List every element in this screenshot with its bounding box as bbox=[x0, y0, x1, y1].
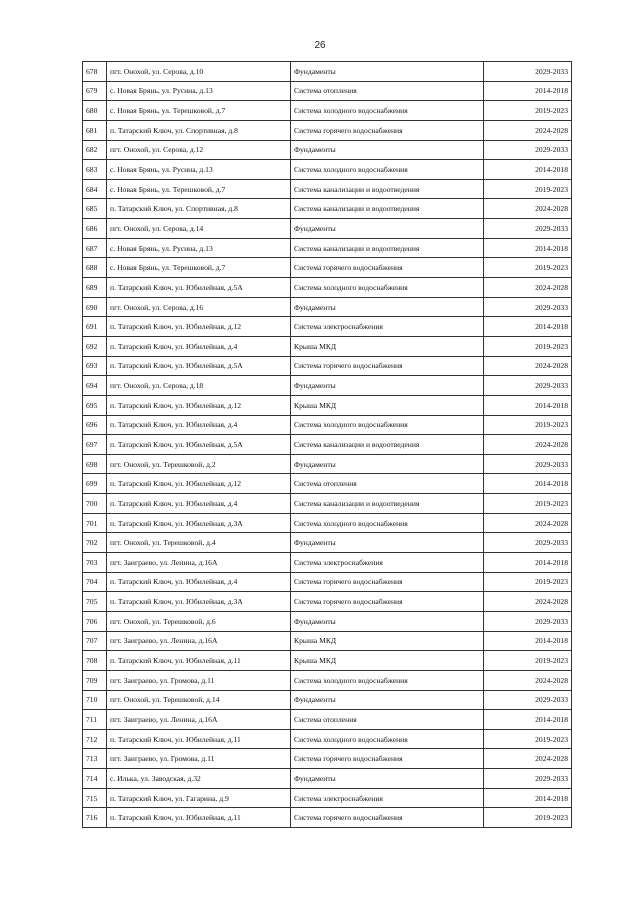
table-row bbox=[83, 140, 572, 160]
building-address: п. Татарский Ключ, ул. Юбилейная, д.12 bbox=[107, 317, 291, 337]
planned-period: 2019-2023 bbox=[484, 572, 572, 592]
building-address: п. Татарский Ключ, ул. Юбилейная, д.5А bbox=[107, 278, 291, 298]
planned-period: 2019-2023 bbox=[484, 415, 572, 435]
planned-period: 2029-2033 bbox=[484, 690, 572, 710]
table-row bbox=[83, 808, 572, 828]
work-type: Фундаменты bbox=[291, 62, 484, 82]
row-number: 700 bbox=[83, 494, 107, 514]
work-type: Фундаменты bbox=[291, 690, 484, 710]
row-number: 708 bbox=[83, 651, 107, 671]
building-address: пгт. Онохой, ул. Серова, д.12 bbox=[107, 140, 291, 160]
row-number: 678 bbox=[83, 62, 107, 82]
building-address: пгт. Онохой, ул. Серова, д.14 bbox=[107, 219, 291, 239]
row-number: 706 bbox=[83, 611, 107, 631]
planned-period: 2024-2028 bbox=[484, 592, 572, 612]
planned-period: 2024-2028 bbox=[484, 670, 572, 690]
row-number: 688 bbox=[83, 258, 107, 278]
planned-period: 2014-2018 bbox=[484, 788, 572, 808]
planned-period: 2014-2018 bbox=[484, 395, 572, 415]
row-number: 695 bbox=[83, 395, 107, 415]
building-address: п. Татарский Ключ, ул. Юбилейная, д.4 bbox=[107, 415, 291, 435]
work-type: Система холодного водоснабжения bbox=[291, 278, 484, 298]
table-row bbox=[83, 749, 572, 769]
planned-period: 2029-2033 bbox=[484, 297, 572, 317]
table-row bbox=[83, 553, 572, 573]
work-type: Крыша МКД bbox=[291, 336, 484, 356]
building-address: с. Новая Брянь, ул. Русина, д.13 bbox=[107, 160, 291, 180]
work-type: Система холодного водоснабжения bbox=[291, 101, 484, 121]
building-address: пгт. Онохой, ул. Серова, д.16 bbox=[107, 297, 291, 317]
work-type: Крыша МКД bbox=[291, 395, 484, 415]
row-number: 702 bbox=[83, 533, 107, 553]
planned-period: 2029-2033 bbox=[484, 376, 572, 396]
page-number: 26 bbox=[314, 40, 326, 51]
row-number: 681 bbox=[83, 120, 107, 140]
row-number: 682 bbox=[83, 140, 107, 160]
work-type: Система отопления bbox=[291, 710, 484, 730]
planned-period: 2029-2033 bbox=[484, 769, 572, 789]
building-address: с. Новая Брянь, ул. Русина, д.13 bbox=[107, 81, 291, 101]
work-type: Система горячего водоснабжения bbox=[291, 258, 484, 278]
work-type: Система холодного водоснабжения bbox=[291, 670, 484, 690]
work-type: Система горячего водоснабжения bbox=[291, 356, 484, 376]
building-address: пгт. Заиграево, ул. Громова, д.11 bbox=[107, 749, 291, 769]
work-type: Фундаменты bbox=[291, 769, 484, 789]
building-address: с. Новая Брянь, ул. Терешковой, д.7 bbox=[107, 101, 291, 121]
table-row bbox=[83, 494, 572, 514]
table-row bbox=[83, 769, 572, 789]
building-address: п. Татарский Ключ, ул. Юбилейная, д.12 bbox=[107, 395, 291, 415]
building-address: п. Татарский Ключ, ул. Гагарина, д.9 bbox=[107, 788, 291, 808]
building-address: пгт. Заиграево, ул. Ленина, д.16А bbox=[107, 631, 291, 651]
row-number: 709 bbox=[83, 670, 107, 690]
work-type: Крыша МКД bbox=[291, 651, 484, 671]
row-number: 692 bbox=[83, 336, 107, 356]
work-type: Система электроснабжения bbox=[291, 553, 484, 573]
building-address: пгт. Заиграево, ул. Громова, д.11 bbox=[107, 670, 291, 690]
planned-period: 2014-2018 bbox=[484, 238, 572, 258]
table-row bbox=[83, 278, 572, 298]
row-number: 680 bbox=[83, 101, 107, 121]
building-address: п. Татарский Ключ, ул. Юбилейная, д.5А bbox=[107, 356, 291, 376]
building-address: п. Татарский Ключ, ул. Спортивная, д.8 bbox=[107, 120, 291, 140]
table-row bbox=[83, 592, 572, 612]
table-row bbox=[83, 415, 572, 435]
table-row bbox=[83, 533, 572, 553]
building-address: пгт. Онохой, ул. Терешковой, д.4 bbox=[107, 533, 291, 553]
planned-period: 2019-2023 bbox=[484, 494, 572, 514]
work-type: Фундаменты bbox=[291, 219, 484, 239]
table-row bbox=[83, 160, 572, 180]
planned-period: 2019-2023 bbox=[484, 101, 572, 121]
planned-period: 2029-2033 bbox=[484, 62, 572, 82]
building-address: пгт. Онохой, ул. Терешковой, д.2 bbox=[107, 454, 291, 474]
table-row bbox=[83, 572, 572, 592]
row-number: 697 bbox=[83, 435, 107, 455]
planned-period: 2019-2023 bbox=[484, 808, 572, 828]
table-row bbox=[83, 513, 572, 533]
table-row bbox=[83, 376, 572, 396]
planned-period: 2024-2028 bbox=[484, 120, 572, 140]
building-address: п. Татарский Ключ, ул. Юбилейная, д.11 bbox=[107, 729, 291, 749]
building-address: пгт. Онохой, ул. Серова, д.18 bbox=[107, 376, 291, 396]
row-number: 690 bbox=[83, 297, 107, 317]
planned-period: 2014-2018 bbox=[484, 160, 572, 180]
planned-period: 2014-2018 bbox=[484, 474, 572, 494]
row-number: 714 bbox=[83, 769, 107, 789]
row-number: 689 bbox=[83, 278, 107, 298]
planned-period: 2029-2033 bbox=[484, 533, 572, 553]
row-number: 679 bbox=[83, 81, 107, 101]
building-address: п. Татарский Ключ, ул. Юбилейная, д.12 bbox=[107, 474, 291, 494]
row-number: 712 bbox=[83, 729, 107, 749]
table-row bbox=[83, 297, 572, 317]
row-number: 705 bbox=[83, 592, 107, 612]
table-row bbox=[83, 120, 572, 140]
planned-period: 2029-2033 bbox=[484, 454, 572, 474]
building-address: пгт. Онохой, ул. Терешковой, д.6 bbox=[107, 611, 291, 631]
work-type: Система горячего водоснабжения bbox=[291, 749, 484, 769]
row-number: 707 bbox=[83, 631, 107, 651]
building-address: пгт. Заиграево, ул. Ленина, д.16А bbox=[107, 710, 291, 730]
planned-period: 2029-2033 bbox=[484, 611, 572, 631]
planned-period: 2019-2023 bbox=[484, 336, 572, 356]
building-address: п. Татарский Ключ, ул. Юбилейная, д.4 bbox=[107, 572, 291, 592]
planned-period: 2024-2028 bbox=[484, 278, 572, 298]
planned-period: 2014-2018 bbox=[484, 710, 572, 730]
building-address: с. Новая Брянь, ул. Терешковой, д.7 bbox=[107, 179, 291, 199]
work-type: Фундаменты bbox=[291, 533, 484, 553]
work-type: Система канализации и водоотведения bbox=[291, 179, 484, 199]
planned-period: 2014-2018 bbox=[484, 317, 572, 337]
work-type: Фундаменты bbox=[291, 140, 484, 160]
table-row bbox=[83, 199, 572, 219]
planned-period: 2024-2028 bbox=[484, 513, 572, 533]
row-number: 693 bbox=[83, 356, 107, 376]
work-type: Система канализации и водоотведения bbox=[291, 238, 484, 258]
building-address: пгт. Онохой, ул. Терешковой, д.14 bbox=[107, 690, 291, 710]
repair-schedule-table bbox=[82, 61, 572, 828]
planned-period: 2024-2028 bbox=[484, 435, 572, 455]
planned-period: 2024-2028 bbox=[484, 356, 572, 376]
building-address: п. Татарский Ключ, ул. Юбилейная, д.4 bbox=[107, 494, 291, 514]
table-row bbox=[83, 435, 572, 455]
row-number: 691 bbox=[83, 317, 107, 337]
row-number: 703 bbox=[83, 553, 107, 573]
table-row bbox=[83, 356, 572, 376]
table-row bbox=[83, 670, 572, 690]
building-address: п. Татарский Ключ, ул. Юбилейная, д.5А bbox=[107, 435, 291, 455]
table-row bbox=[83, 729, 572, 749]
table-row bbox=[83, 219, 572, 239]
building-address: с. Илька, ул. Заводская, д.32 bbox=[107, 769, 291, 789]
table-row bbox=[83, 710, 572, 730]
row-number: 701 bbox=[83, 513, 107, 533]
building-address: п. Татарский Ключ, ул. Спортивная, д.8 bbox=[107, 199, 291, 219]
table-row bbox=[83, 179, 572, 199]
row-number: 710 bbox=[83, 690, 107, 710]
table-row bbox=[83, 395, 572, 415]
work-type: Система канализации и водоотведения bbox=[291, 435, 484, 455]
building-address: п. Татарский Ключ, ул. Юбилейная, д.11 bbox=[107, 808, 291, 828]
work-type: Фундаменты bbox=[291, 297, 484, 317]
work-type: Крыша МКД bbox=[291, 631, 484, 651]
work-type: Система канализации и водоотведения bbox=[291, 494, 484, 514]
table-row bbox=[83, 238, 572, 258]
planned-period: 2024-2028 bbox=[484, 199, 572, 219]
work-type: Система горячего водоснабжения bbox=[291, 592, 484, 612]
planned-period: 2019-2023 bbox=[484, 258, 572, 278]
table-row bbox=[83, 631, 572, 651]
work-type: Система горячего водоснабжения bbox=[291, 572, 484, 592]
row-number: 696 bbox=[83, 415, 107, 435]
planned-period: 2019-2023 bbox=[484, 651, 572, 671]
table-body bbox=[83, 62, 572, 828]
building-address: п. Татарский Ключ, ул. Юбилейная, д.11 bbox=[107, 651, 291, 671]
row-number: 685 bbox=[83, 199, 107, 219]
planned-period: 2029-2033 bbox=[484, 219, 572, 239]
table-row bbox=[83, 788, 572, 808]
work-type: Система канализации и водоотведения bbox=[291, 199, 484, 219]
table-row bbox=[83, 317, 572, 337]
row-number: 698 bbox=[83, 454, 107, 474]
row-number: 711 bbox=[83, 710, 107, 730]
building-address: с. Новая Брянь, ул. Терешковой, д.7 bbox=[107, 258, 291, 278]
work-type: Фундаменты bbox=[291, 454, 484, 474]
row-number: 699 bbox=[83, 474, 107, 494]
work-type: Фундаменты bbox=[291, 376, 484, 396]
table-row bbox=[83, 81, 572, 101]
planned-period: 2014-2018 bbox=[484, 553, 572, 573]
table-row bbox=[83, 62, 572, 82]
building-address: п. Татарский Ключ, ул. Юбилейная, д.3А bbox=[107, 513, 291, 533]
table-row bbox=[83, 474, 572, 494]
table-row bbox=[83, 690, 572, 710]
work-type: Система холодного водоснабжения bbox=[291, 729, 484, 749]
work-type: Система холодного водоснабжения bbox=[291, 415, 484, 435]
table-row bbox=[83, 101, 572, 121]
row-number: 694 bbox=[83, 376, 107, 396]
building-address: п. Татарский Ключ, ул. Юбилейная, д.4 bbox=[107, 336, 291, 356]
table-row bbox=[83, 336, 572, 356]
work-type: Система горячего водоснабжения bbox=[291, 808, 484, 828]
row-number: 704 bbox=[83, 572, 107, 592]
building-address: с. Новая Брянь, ул. Русина, д.13 bbox=[107, 238, 291, 258]
work-type: Система отопления bbox=[291, 81, 484, 101]
planned-period: 2019-2023 bbox=[484, 179, 572, 199]
building-address: п. Татарский Ключ, ул. Юбилейная, д.3А bbox=[107, 592, 291, 612]
work-type: Фундаменты bbox=[291, 611, 484, 631]
row-number: 684 bbox=[83, 179, 107, 199]
planned-period: 2029-2033 bbox=[484, 140, 572, 160]
row-number: 716 bbox=[83, 808, 107, 828]
work-type: Система горячего водоснабжения bbox=[291, 120, 484, 140]
planned-period: 2024-2028 bbox=[484, 749, 572, 769]
row-number: 713 bbox=[83, 749, 107, 769]
row-number: 687 bbox=[83, 238, 107, 258]
work-type: Система электроснабжения bbox=[291, 788, 484, 808]
work-type: Система холодного водоснабжения bbox=[291, 513, 484, 533]
row-number: 715 bbox=[83, 788, 107, 808]
work-type: Система отопления bbox=[291, 474, 484, 494]
work-type: Система электроснабжения bbox=[291, 317, 484, 337]
row-number: 686 bbox=[83, 219, 107, 239]
row-number: 683 bbox=[83, 160, 107, 180]
planned-period: 2019-2023 bbox=[484, 729, 572, 749]
table-row bbox=[83, 454, 572, 474]
planned-period: 2014-2018 bbox=[484, 81, 572, 101]
building-address: пгт. Онохой, ул. Серова, д.10 bbox=[107, 62, 291, 82]
table-row bbox=[83, 611, 572, 631]
building-address: пгт. Заиграево, ул. Ленина, д.16А bbox=[107, 553, 291, 573]
table-row bbox=[83, 651, 572, 671]
work-type: Система холодного водоснабжения bbox=[291, 160, 484, 180]
planned-period: 2014-2018 bbox=[484, 631, 572, 651]
table-row bbox=[83, 258, 572, 278]
